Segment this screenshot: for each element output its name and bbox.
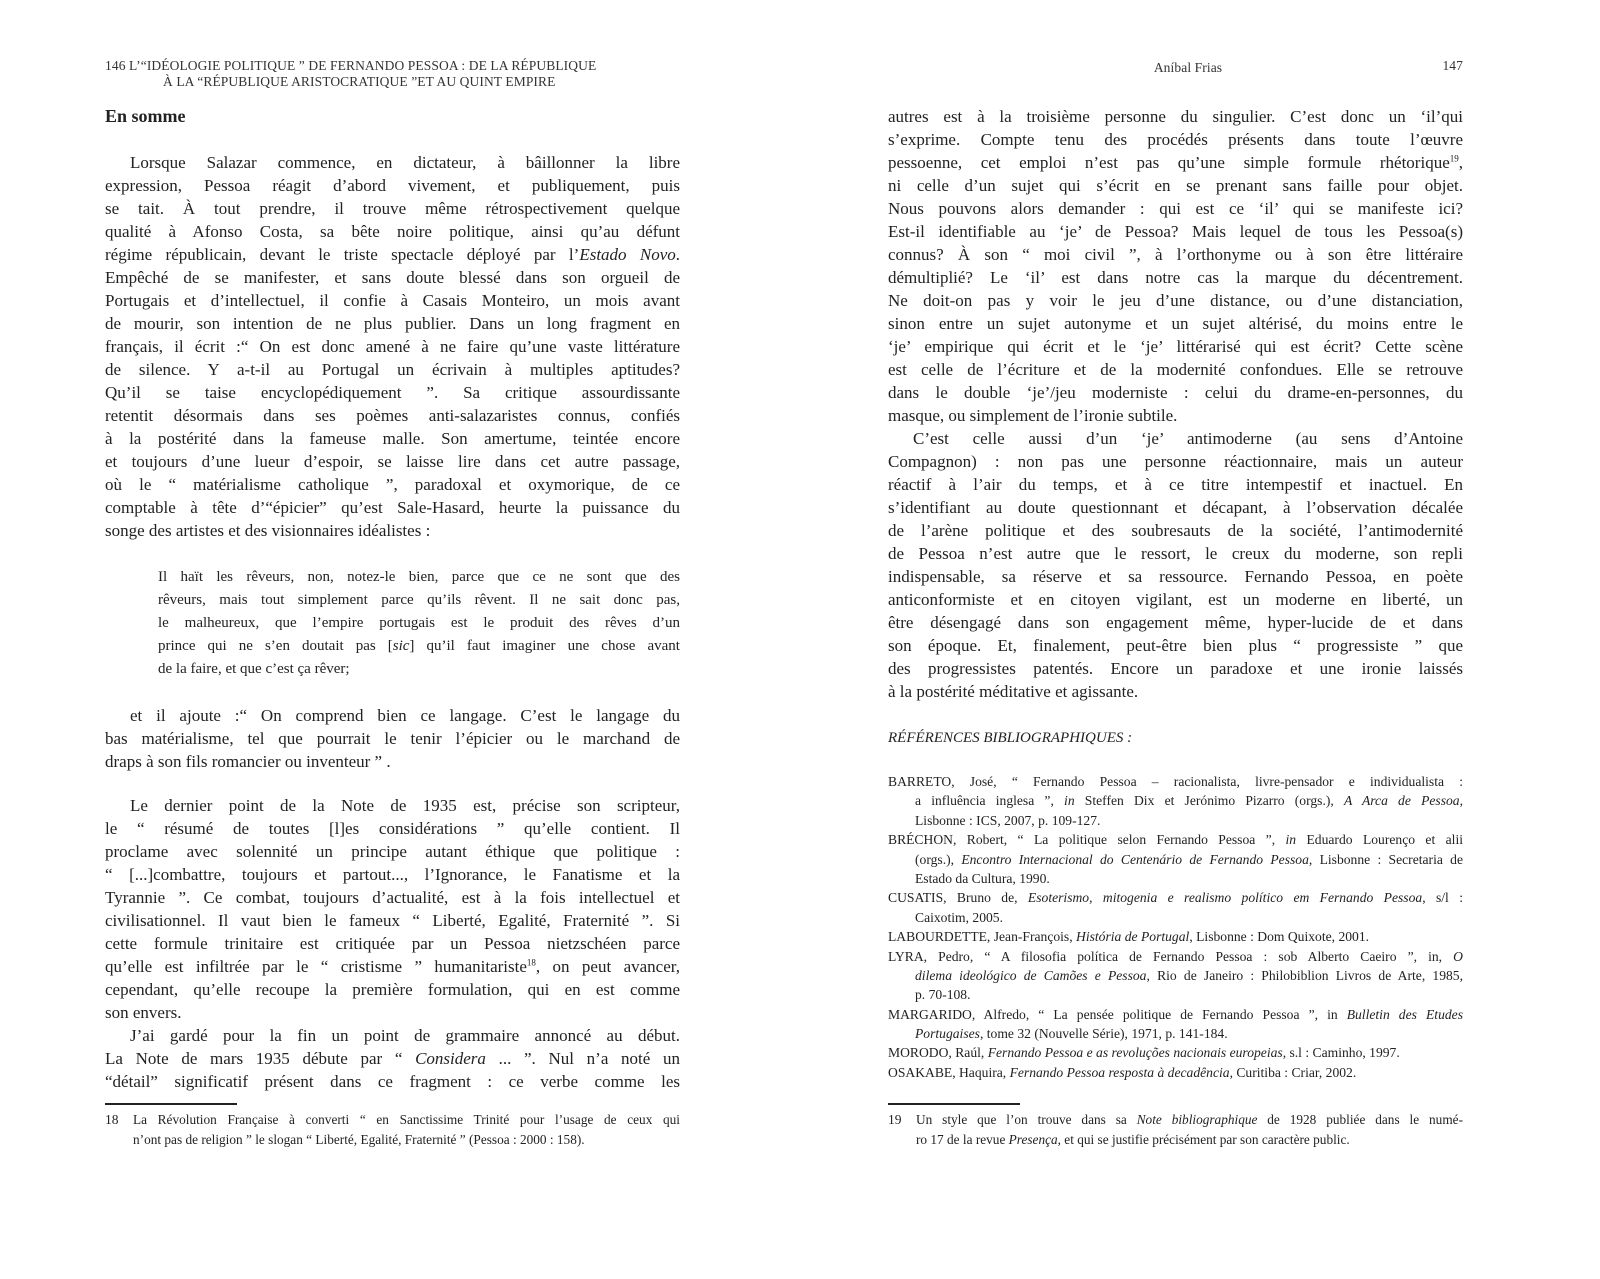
text-run: Le dernier point de la Note de 1935 est, précise son scripteur, <box>130 796 680 815</box>
text-run: Estado da Cultura, 1990. <box>915 870 1050 886</box>
text-run: de silence. Y a-t-il au Portugal un écrivain à multiples aptitudes? <box>105 360 680 379</box>
text-line <box>888 128 1463 151</box>
text-line <box>888 565 1463 588</box>
text-run: ro 17 de la revue <box>916 1132 1009 1147</box>
page-number: 147 <box>1442 58 1463 73</box>
text-run: “détail” significatif présent dans ce fragment : ce verbe comme les <box>105 1072 680 1091</box>
block-quote <box>158 566 680 681</box>
text-run: Lorsque Salazar commence, en dictateur, à bâillonner la libre <box>130 153 680 172</box>
text-run: Nous pouvons alors demander : qui est ce ‘il’ qui se manifeste ici? <box>888 199 1463 218</box>
text-run: p. 70-108. <box>915 987 971 1003</box>
text-line <box>888 473 1463 496</box>
italic-text: Portugaises <box>915 1026 980 1042</box>
text-run: qu’elle est infiltrée par le “ cristisme ” humanitariste <box>105 957 527 976</box>
reference-entry <box>888 1005 1463 1044</box>
text-run: expression, Pessoa réagit d’abord vivement, et publiquement, puis <box>105 176 680 195</box>
text-line <box>105 1070 680 1093</box>
text-line <box>888 680 1463 703</box>
reference-entry <box>888 888 1463 927</box>
text-line <box>888 197 1463 220</box>
text-run: civilisationnel. Il vaut bien le fameux “ Liberté, Egalité, Fraternité ”. Si <box>105 911 680 930</box>
text-run: , Curitiba : Criar, 2002. <box>1229 1064 1357 1080</box>
text-run: , <box>1458 153 1463 172</box>
reference-entry <box>888 1043 1463 1062</box>
italic-text: Esoterismo, mitogenia e realismo político em Fernando Pessoa <box>1027 890 1423 906</box>
text-run: (orgs.), <box>915 851 962 867</box>
text-line <box>888 1005 1463 1024</box>
text-run: Lisbonne : ICS, 2007, p. 109-127. <box>915 812 1101 828</box>
text-line <box>888 947 1463 966</box>
left-page <box>105 0 680 1279</box>
italic-text: Note bibliographique <box>1136 1112 1258 1127</box>
paragraph <box>105 704 680 773</box>
text-line <box>105 289 680 312</box>
footnote-text <box>133 1110 680 1150</box>
text-line <box>888 496 1463 519</box>
text-run: être désengagé dans son engagement même, hyper-lucide de et dans <box>888 613 1463 632</box>
text-line <box>888 772 1463 791</box>
text-run: , tome 32 (Nouvelle Série), 1971, p. 141-184. <box>979 1026 1228 1042</box>
text-line <box>105 750 680 773</box>
text-run: Empêché de se manifester, et sans doute blessé dans son orgueil de <box>105 268 680 287</box>
text-run: draps à son fils romancier ou inventeur ” . <box>105 752 391 771</box>
text-line <box>105 978 680 1001</box>
text-line <box>888 427 1463 450</box>
text-line <box>888 266 1463 289</box>
text-run: MORODO, Raúl, <box>888 1045 988 1061</box>
italic-text: sic <box>392 638 410 654</box>
text-run: le malheureux, que l’empire portugais est le produit des rêves d’un <box>158 615 680 631</box>
reference-entry <box>888 830 1463 888</box>
footnote-text <box>916 1110 1463 1150</box>
text-run: Un style que l’on trouve dans sa <box>916 1112 1137 1127</box>
text-run: et il ajoute :“ On comprend bien ce langage. C’est le langage du <box>130 706 680 725</box>
text-run: proclame avec solennité un principe autant éthique que politique : <box>105 842 680 861</box>
footnote-reference: 19 <box>1449 153 1459 164</box>
text-line <box>105 863 680 886</box>
text-line <box>888 220 1463 243</box>
text-line <box>888 791 1463 810</box>
text-line <box>105 519 680 542</box>
text-run: Eduardo Lourenço et alii <box>1296 832 1463 848</box>
text-run: où le “ matérialisme catholique ”, paradoxal et oxymorique, de ce <box>105 475 680 494</box>
text-line <box>105 427 680 450</box>
text-run: La Note de mars 1935 débute par “ <box>105 1049 416 1068</box>
text-line <box>888 811 1463 830</box>
text-run: s’identifiant au doute questionnant et décapant, à l’observation décalée <box>888 498 1463 517</box>
references-heading: RÉFÉRENCES BIBLIOGRAPHIQUES : <box>888 730 1133 746</box>
text-run: régime républicain, devant le triste spectacle déployé par l’ <box>105 245 580 264</box>
text-line <box>105 955 680 978</box>
text-line <box>105 197 680 220</box>
text-run: anticonformiste et en citoyen vigilant, est un moderne en liberté, un <box>888 590 1463 609</box>
text-run: pessoenne, cet emploi n’est pas qu’une simple formule rhétorique <box>888 153 1450 172</box>
text-line <box>105 1001 680 1024</box>
text-line <box>888 634 1463 657</box>
text-run: réactif à l’air du temps, et à ce titre intempestif et inactuel. En <box>888 475 1463 494</box>
text-run: LYRA, Pedro, “ A filosofia política de Fernando Pessoa : sob Alberto Caeiro ”, in, <box>888 948 1454 964</box>
text-run: , Lisbonne : Secretaria de <box>1308 851 1464 867</box>
text-line <box>105 909 680 932</box>
text-run: cependant, qu’elle recoupe la première formulation, qui en est comme <box>105 980 680 999</box>
text-line <box>888 966 1463 985</box>
text-line <box>888 985 1463 1004</box>
text-run: , Lisbonne : Dom Quixote, 2001. <box>1189 929 1370 945</box>
text-run: des progressistes patentés. Encore un paradoxe et une ironie laissés <box>888 659 1463 678</box>
text-run: songe des artistes et des visionnaires idéalistes : <box>105 521 431 540</box>
text-run: à la postérité dans la fameuse malle. Son amertume, teintée encore <box>105 429 680 448</box>
text-line <box>105 243 680 266</box>
text-run: Steffen Dix et Jerónimo Pizarro (orgs.), <box>1074 793 1344 809</box>
text-run: français, il écrit :“ On est donc amené à ne faire qu’une vaste littérature <box>105 337 680 356</box>
text-run: Est-il identifiable au ‘je’ de Pessoa? Mais lequel de tous les Pessoa(s) <box>888 222 1463 241</box>
text-line <box>888 908 1463 927</box>
text-line <box>105 174 680 197</box>
text-line <box>888 358 1463 381</box>
text-line <box>888 888 1463 907</box>
text-run: masque, ou simplement de l’ironie subtile. <box>888 406 1178 425</box>
text-run: de 1928 publiée dans le numé- <box>1257 1112 1463 1127</box>
text-run: , et qui se justifie précisément par son caractère public. <box>1057 1132 1350 1147</box>
reference-entry <box>888 772 1463 830</box>
text-line <box>888 312 1463 335</box>
text-line <box>105 151 680 174</box>
text-line <box>105 704 680 727</box>
text-run: Portugais et d’intellectuel, il confie à Casais Monteiro, un mois avant <box>105 291 680 310</box>
text-run: comptable à tête d’“épicier” qu’est Sale-Hasard, heurte la puissance du <box>105 498 680 517</box>
text-run: Il haït les rêveurs, non, notez-le bien, parce que ce ne sont que des <box>158 569 680 585</box>
text-run: , Rio de Janeiro : Philobiblion Livros de Arte, 1985, <box>1146 967 1463 983</box>
text-line <box>133 1110 680 1130</box>
italic-text: Fernando Pessoa resposta à decadência <box>1009 1064 1230 1080</box>
text-run: autres est à la troisième personne du singulier. C’est donc un ‘il’qui <box>888 107 1463 126</box>
text-line <box>105 404 680 427</box>
italic-text: Fernando Pessoa e as revoluções nacionais europeias <box>987 1045 1283 1061</box>
text-run: a influência inglesa ”, <box>915 793 1065 809</box>
text-line <box>888 151 1463 174</box>
italic-text: A Arca de Pessoa <box>1343 793 1460 809</box>
text-line <box>888 1024 1463 1043</box>
text-line <box>105 840 680 863</box>
text-line <box>158 612 680 635</box>
footnote-reference: 18 <box>526 957 536 968</box>
text-run: “ [...]combattre, toujours et partout..., l’Ignorance, le Fanatisme et la <box>105 865 680 884</box>
italic-text: Estado Novo <box>579 245 676 264</box>
reference-entry <box>888 1063 1463 1082</box>
text-line <box>105 358 680 381</box>
paragraph <box>888 105 1463 427</box>
text-run: de la faire, et que c’est ça rêver; <box>158 661 350 677</box>
text-line <box>916 1130 1463 1150</box>
text-run: OSAKABE, Haquira, <box>888 1064 1010 1080</box>
text-line <box>105 450 680 473</box>
text-line <box>888 1043 1463 1062</box>
text-run: Qu’il se taise encyclopédiquement ”. Sa critique assourdissante <box>105 383 680 402</box>
section-title: En somme <box>105 106 186 126</box>
text-run: ... ”. Nul n’a noté un <box>485 1049 680 1068</box>
text-run: à la postérité méditative et agissante. <box>888 682 1139 701</box>
text-run: son époque. Et, finalement, peut-être bien plus “ progressiste ” que <box>888 636 1463 655</box>
text-line <box>158 635 680 658</box>
footnote-number: 19 <box>888 1112 902 1127</box>
italic-text: Bulletin des Etudes <box>1346 1006 1463 1022</box>
text-run: ni celle d’un sujet qui s’écrit en se prenant sans faille pour objet. <box>888 176 1463 195</box>
text-run: connus? À son “ moi civil ”, à l’orthonyme ou à son être littéraire <box>888 245 1463 264</box>
text-run: prince qui ne s’en doutait pas [ <box>158 638 393 654</box>
text-run: , <box>1459 793 1463 809</box>
text-line <box>105 932 680 955</box>
italic-text: dilema ideológico de Camões e Pessoa <box>915 967 1147 983</box>
text-run: dans le double ‘je’/jeu moderniste : celui du drame-en-personnes, du <box>888 383 1463 402</box>
text-run: ] qu’il faut imaginer une chose avant <box>409 638 680 654</box>
text-line <box>888 404 1463 427</box>
paragraph <box>105 794 680 1024</box>
text-run: Compagnon) : non pas une personne réactionnaire, mais un auteur <box>888 452 1463 471</box>
text-line <box>105 886 680 909</box>
text-run: sinon entre un sujet autonyme et un sujet altérisé, du moins entre le <box>888 314 1463 333</box>
text-line <box>888 450 1463 473</box>
text-run: J’ai gardé pour la fin un point de grammaire annoncé au début. <box>130 1026 680 1045</box>
running-header-line2: À LA “RÉPUBLIQUE ARISTOCRATIQUE ”ET AU QUINT EMPIRE <box>163 74 556 89</box>
text-line <box>105 220 680 243</box>
text-run: La Révolution Française à converti “ en Sanctissime Trinité pour l’usage de ceux qui <box>133 1112 680 1127</box>
running-header-author: Aníbal Frias <box>1153 60 1223 75</box>
running-header-line1: 146 L’“IDÉOLOGIE POLITIQUE ” DE FERNANDO PESSOA : DE LA RÉPUBLIQUE <box>105 58 597 73</box>
footnote-divider <box>105 1103 237 1105</box>
text-line <box>105 794 680 817</box>
text-line <box>105 266 680 289</box>
text-run: son envers. <box>105 1003 182 1022</box>
text-line <box>888 588 1463 611</box>
text-run: et toujours d’une lueur d’espoir, se laisse lire dans cet autre passage, <box>105 452 680 471</box>
text-run: s’exprime. Compte tenu des procédés présents dans toute l’œuvre <box>888 130 1463 149</box>
text-run: Ne doit-on pas y voir le jeu d’une distance, ou d’une distanciation, <box>888 291 1463 310</box>
text-line <box>888 335 1463 358</box>
text-run: cette formule trinitaire est critiquée par un Pessoa nietzschéen parce <box>105 934 680 953</box>
text-line <box>888 611 1463 634</box>
text-run: LABOURDETTE, Jean-François, <box>888 929 1077 945</box>
text-line <box>888 381 1463 404</box>
reference-entry <box>888 927 1463 946</box>
text-run: , s/l : <box>1422 890 1463 906</box>
text-line <box>888 1063 1463 1082</box>
text-run: . <box>675 245 680 264</box>
text-run: C’est celle aussi d’un ‘je’ antimoderne (au sens d’Antoine <box>913 429 1463 448</box>
text-line <box>888 927 1463 946</box>
text-line <box>888 830 1463 849</box>
italic-text: in <box>1064 793 1075 809</box>
text-run: , on peut avancer, <box>535 957 680 976</box>
text-run: BARRETO, José, “ Fernando Pessoa – racionalista, livre-pensador e individualista : <box>888 774 1463 789</box>
text-line <box>105 1024 680 1047</box>
text-line <box>105 335 680 358</box>
reference-entry <box>888 947 1463 1005</box>
text-line <box>888 869 1463 888</box>
text-run: ‘je’ empirique qui écrit et le ‘je’ littérarisé qui est écrit? Cette scène <box>888 337 1463 356</box>
italic-text: in <box>1285 832 1297 848</box>
text-line <box>888 519 1463 542</box>
references-list <box>888 772 1463 1082</box>
right-page <box>888 0 1463 1279</box>
text-line <box>158 589 680 612</box>
text-run: de l’arène politique et des soubresauts de la société, l’antimodernité <box>888 521 1463 540</box>
text-run: rêveurs, mais tout simplement parce qu’ils rêvent. Il ne sait donc pas, <box>158 592 680 608</box>
text-run: démultiplié? Le ‘il’ est dans notre cas la marque du décentrement. <box>888 268 1463 287</box>
text-line <box>105 727 680 750</box>
text-line <box>158 566 680 589</box>
paragraph <box>105 151 680 542</box>
footnote-divider <box>888 1103 1020 1105</box>
text-run: le “ résumé de toutes [l]es considérations ” qu’elle contient. Il <box>105 819 680 838</box>
text-line <box>133 1130 680 1150</box>
text-run: n’ont pas de religion ” le slogan “ Liberté, Egalité, Fraternité ” (Pessoa : 2000 : 158). <box>133 1132 585 1147</box>
text-line <box>158 658 680 681</box>
text-run: , s.l : Caminho, 1997. <box>1282 1045 1400 1061</box>
text-run: Caixotim, 2005. <box>915 909 1003 925</box>
text-line <box>105 1047 680 1070</box>
italic-text: História de Portugal <box>1076 929 1190 945</box>
italic-text: Encontro Internacional do Centenário de Fernando Pessoa <box>961 851 1309 867</box>
text-line <box>888 243 1463 266</box>
text-line <box>916 1110 1463 1130</box>
text-line <box>105 473 680 496</box>
text-line <box>888 542 1463 565</box>
text-run: CUSATIS, Bruno de, <box>888 890 1028 906</box>
text-line <box>888 657 1463 680</box>
paragraph <box>888 427 1463 703</box>
text-run: BRÉCHON, Robert, “ La politique selon Fernando Pessoa ”, <box>888 832 1286 848</box>
paragraph <box>105 1024 680 1093</box>
text-run: se tait. À tout prendre, il trouve même rétrospectivement quelque <box>105 199 680 218</box>
text-run: est celle de l’écriture et de la modernité confondues. Elle se retrouve <box>888 360 1463 379</box>
text-run: Tyrannie ”. Ce combat, toujours d’actualité, est à la fois intellectuel et <box>105 888 680 907</box>
text-run: qualité à Afonso Costa, sa bête noire politique, ainsi qu’au défunt <box>105 222 680 241</box>
text-line <box>888 289 1463 312</box>
text-run: MARGARIDO, Alfredo, “ La pensée politique de Fernando Pessoa ”, in <box>888 1006 1347 1022</box>
text-line <box>105 312 680 335</box>
text-line <box>105 381 680 404</box>
text-line <box>888 105 1463 128</box>
footnote-number: 18 <box>105 1112 119 1127</box>
text-run: de Pessoa n’est autre que le ressort, le creux du moderne, son repli <box>888 544 1463 563</box>
text-run: indispensable, sa réserve et sa ressource. Fernando Pessoa, en poète <box>888 567 1463 586</box>
text-run: retentit désormais dans ses poèmes anti-salazaristes connus, confiés <box>105 406 680 425</box>
text-line <box>105 496 680 519</box>
italic-text: O <box>1453 948 1463 964</box>
text-run: bas matérialisme, tel que pourrait le tenir l’épicier ou le marchand de <box>105 729 680 748</box>
italic-text: Considera <box>415 1049 486 1068</box>
text-line <box>105 817 680 840</box>
text-run: de mourir, son intention de ne plus publier. Dans un long fragment en <box>105 314 680 333</box>
italic-text: Presença <box>1008 1132 1058 1147</box>
text-line <box>888 174 1463 197</box>
text-line <box>888 850 1463 869</box>
